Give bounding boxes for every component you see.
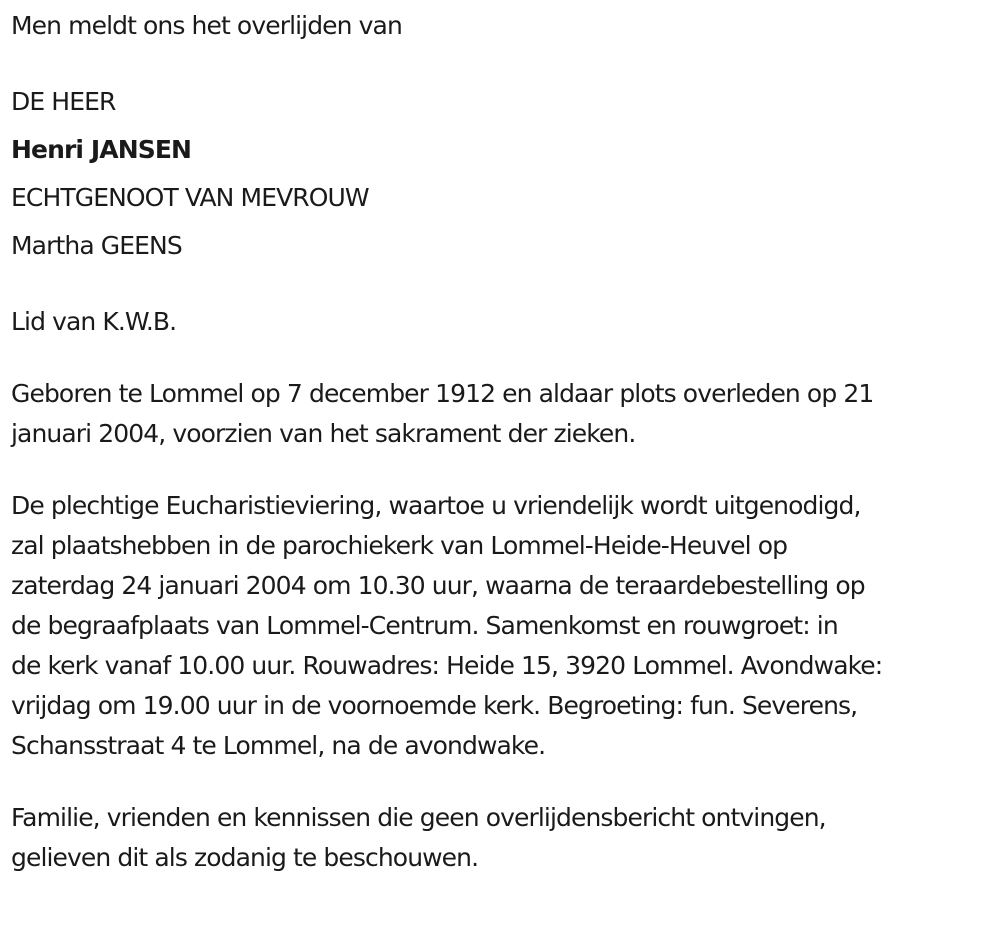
paragraph-line: vrijdag om 19.00 uur in de voornoemde kerk. Begroeting: fun. Severens, (11, 691, 858, 720)
spacer (11, 342, 996, 374)
membership-text: Lid van K.W.B. (11, 307, 177, 336)
spacer (11, 766, 996, 798)
paragraph-line: De plechtige Eucharistieviering, waartoe u vriendelijk wordt uitgenodigd, (11, 491, 861, 520)
spacer (11, 46, 996, 78)
paragraph-line: Geboren te Lommel op 7 december 1912 en aldaar plots overleden op 21 (11, 379, 874, 408)
paragraph-line: Familie, vrienden en kennissen die geen overlijdensbericht ontvingen, (11, 803, 826, 832)
intro-text: Men meldt ons het overlijden van (11, 11, 402, 40)
deceased-block (11, 78, 996, 270)
spouse-name: Martha GEENS (11, 231, 182, 260)
paragraph-line: Schansstraat 4 te Lommel, na de avondwake. (11, 731, 546, 760)
paragraph-line: januari 2004, voorzien van het sakrament der zieken. (11, 419, 636, 448)
birth-paragraph (11, 374, 996, 454)
spouse-label: ECHTGENOOT VAN MEVROUW (11, 183, 369, 212)
closing-paragraph (11, 798, 996, 878)
honorific: DE HEER (11, 87, 116, 116)
ceremony-paragraph (11, 486, 996, 766)
paragraph-line: de begraafplaats van Lommel-Centrum. Samenkomst en rouwgroet: in (11, 611, 838, 640)
deceased-name: Henri JANSEN (11, 135, 192, 164)
spacer (11, 454, 996, 486)
paragraph-line: gelieven dit als zodanig te beschouwen. (11, 843, 479, 872)
paragraph-line: zaterdag 24 januari 2004 om 10.30 uur, waarna de teraardebestelling op (11, 571, 865, 600)
paragraph-line: de kerk vanaf 10.00 uur. Rouwadres: Heide 15, 3920 Lommel. Avondwake: (11, 651, 883, 680)
spacer (11, 270, 996, 302)
paragraph-line: zal plaatshebben in de parochiekerk van Lommel-Heide-Heuvel op (11, 531, 788, 560)
death-notice (11, 6, 996, 878)
